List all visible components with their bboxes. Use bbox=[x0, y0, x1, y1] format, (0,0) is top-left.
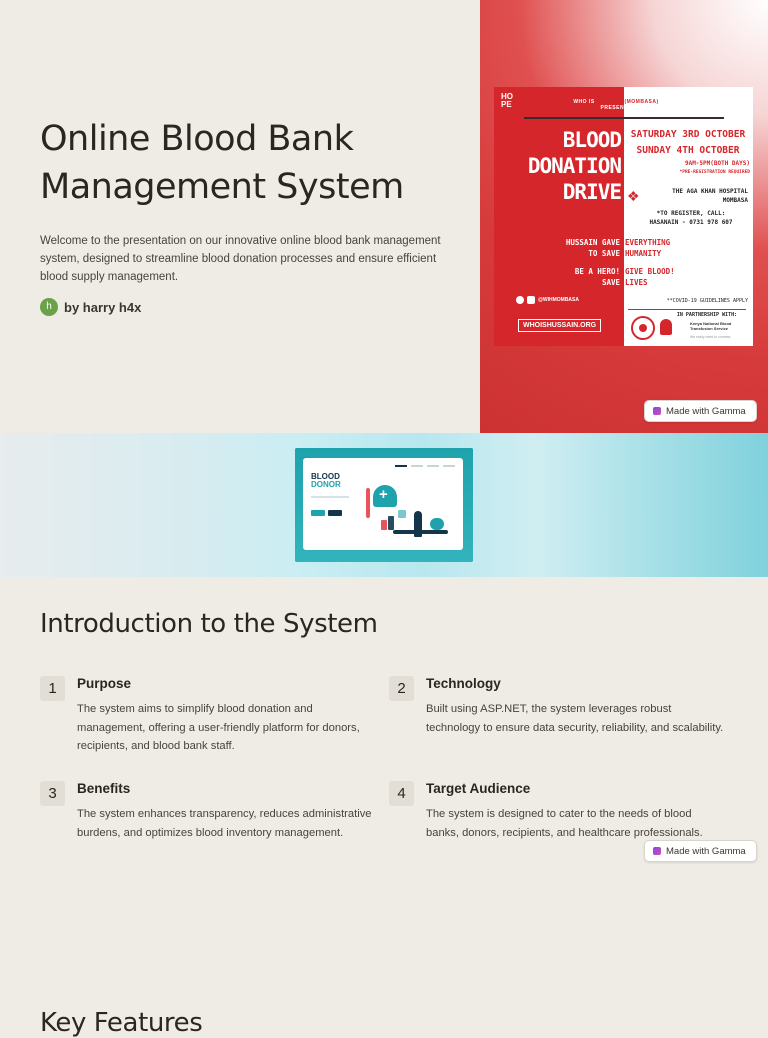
hero-image-panel bbox=[480, 0, 768, 433]
poster-url: WHOISHUSSAIN.ORG bbox=[518, 319, 601, 332]
presents-b: HUSSAIN (MOMBASA) bbox=[596, 99, 659, 105]
donation-bed bbox=[393, 530, 448, 534]
section-title: Introduction to the System bbox=[40, 609, 378, 639]
item-number: 4 bbox=[389, 781, 414, 806]
instagram-icon bbox=[527, 296, 535, 304]
social-handle: @WIHMOMBASA bbox=[538, 297, 579, 303]
illustration-box bbox=[388, 516, 394, 530]
poster-title-line: BLOOD bbox=[562, 128, 621, 152]
made-with-gamma-button[interactable] bbox=[644, 400, 757, 422]
poster-register bbox=[634, 209, 748, 227]
aga-khan-seal-icon bbox=[631, 316, 655, 340]
poster-hospital bbox=[644, 187, 748, 205]
poster-title-line: DRIVE bbox=[562, 180, 621, 204]
illustration-text-line bbox=[311, 496, 349, 498]
heart-plus-icon bbox=[373, 485, 397, 507]
poster-title bbox=[516, 127, 621, 205]
presentation-title: Online Blood Bank Management System bbox=[40, 119, 404, 207]
slogan-left: HUSSAIN GAVE bbox=[565, 238, 620, 247]
poster-red-panel bbox=[494, 87, 624, 346]
illustration-title-line1: BLOOD bbox=[311, 472, 340, 481]
poster-divider bbox=[524, 117, 724, 119]
illustration-title bbox=[311, 473, 351, 489]
slogan-right: HUMANITY bbox=[625, 249, 662, 258]
next-section-title: Key Features bbox=[40, 1008, 203, 1038]
poster-divider-2 bbox=[628, 309, 746, 310]
knbts-logo-icon bbox=[660, 319, 672, 335]
item-heading: Benefits bbox=[77, 781, 131, 796]
register-line: HASANAIN - 0731 978 607 bbox=[649, 219, 733, 226]
blood-tube-icon bbox=[366, 488, 370, 518]
poster-covid-note: **COVID-19 GUIDELINES APPLY bbox=[666, 298, 748, 304]
poster-dates bbox=[626, 127, 750, 177]
donor-figure bbox=[430, 518, 444, 530]
banner-section bbox=[0, 433, 768, 577]
item-heading: Technology bbox=[426, 676, 501, 691]
poster-knbts: Kenya National Blood Transfusion Service bbox=[690, 321, 732, 331]
blood-bag-icon bbox=[381, 520, 387, 530]
item-text: The system aims to simplify blood donation and management, offering a user-friendly platform for donors, recipients, and blood bank staff. bbox=[77, 703, 360, 753]
hospital-line: THE AGA KHAN HOSPITAL bbox=[672, 188, 748, 195]
poster-time: 9AM-5PM(BOTH DAYS) bbox=[684, 160, 750, 167]
presents-line2: PRESENTS bbox=[600, 105, 632, 111]
hospital-line: MOMBASA bbox=[722, 197, 748, 204]
poster-prereg: *PRE-REGISTRATION REQUIRED bbox=[679, 170, 750, 175]
intro-paragraph: Welcome to the presentation on our innovative online blood bank management system, designed to streamline blood donation processes and ensure efficient blood supply management. bbox=[40, 235, 441, 283]
illustration-title-line2: DONOR bbox=[311, 480, 341, 489]
slogan-right: EVERYTHING bbox=[625, 238, 671, 247]
author-byline bbox=[40, 298, 141, 316]
poster-knbts-sub: We really need to connect. bbox=[690, 335, 732, 339]
made-with-gamma-button[interactable] bbox=[644, 840, 757, 862]
slogan-right: GIVE BLOOD! bbox=[625, 267, 675, 276]
poster-date-2: SUNDAY 4TH OCTOBER bbox=[636, 145, 740, 156]
illustration-box bbox=[398, 510, 406, 518]
facebook-icon bbox=[516, 296, 524, 304]
blood-drive-poster bbox=[494, 87, 753, 346]
item-number: 1 bbox=[40, 676, 65, 701]
register-line: *TO REGISTER, CALL: bbox=[656, 210, 726, 217]
item-number: 2 bbox=[389, 676, 414, 701]
item-text: The system is designed to cater to the needs of blood banks, donors, recipients, and healthcare professionals. bbox=[426, 808, 703, 839]
slogan-right: LIVES bbox=[625, 278, 648, 287]
gamma-logo-icon bbox=[653, 847, 661, 855]
item-heading: Target Audience bbox=[426, 781, 531, 796]
blood-donor-illustration bbox=[295, 448, 473, 562]
item-text: The system enhances transparency, reduces administrative burdens, and optimizes blood inventory management. bbox=[77, 808, 372, 839]
poster-partnership: IN PARTNERSHIP WITH: bbox=[676, 312, 738, 318]
gamma-label: Made with Gamma bbox=[666, 405, 746, 417]
author-name: by harry h4x bbox=[64, 299, 142, 315]
poster-social bbox=[516, 296, 579, 304]
poster-date-1: SATURDAY 3RD OCTOBER bbox=[630, 129, 746, 140]
slogan-left: SAVE bbox=[601, 278, 620, 287]
gamma-label: Made with Gamma bbox=[666, 845, 746, 857]
slogan-left: TO SAVE bbox=[588, 249, 620, 258]
item-text: Built using ASP.NET, the system leverages robust technology to ensure data security, reliability, and scalability. bbox=[426, 703, 724, 734]
poster-presents bbox=[556, 99, 676, 111]
aga-khan-logo-icon: ❖ bbox=[627, 188, 640, 204]
illustration-button bbox=[328, 510, 342, 516]
presents-a: WHO IS bbox=[573, 99, 597, 105]
poster-hope-logo: HOPE bbox=[501, 92, 513, 109]
illustration-button bbox=[311, 510, 325, 516]
slogan-left: BE A HERO! bbox=[574, 267, 620, 276]
illustration-nav bbox=[395, 465, 455, 468]
avatar: h bbox=[40, 298, 58, 316]
item-number: 3 bbox=[40, 781, 65, 806]
gamma-logo-icon bbox=[653, 407, 661, 415]
item-heading: Purpose bbox=[77, 676, 132, 691]
poster-title-line: DONATION bbox=[527, 154, 621, 178]
